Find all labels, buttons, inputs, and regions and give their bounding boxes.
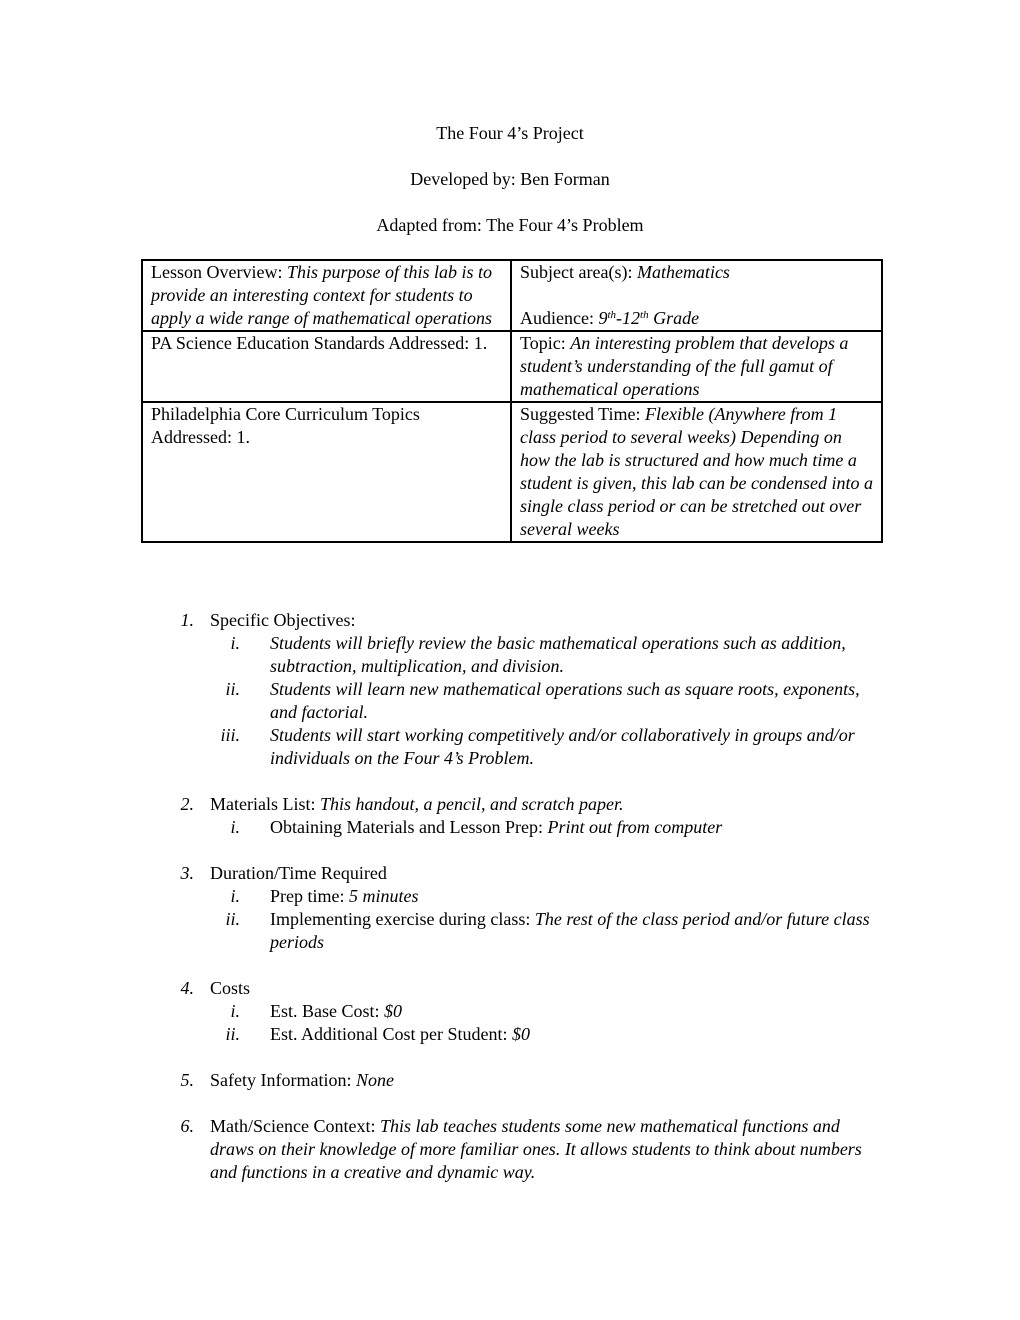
adapted-from: Adapted from: The Four 4’s Problem (376, 215, 644, 235)
item-text: Students will briefly review the basic mathematical operations such as addition, subtraction, multiplication, and division. (270, 633, 846, 676)
item-text: Students will learn new mathematical operations such as square roots, exponents, and factorial. (270, 679, 860, 722)
item-number: i. (230, 817, 240, 837)
subject-audience-cell (511, 260, 882, 331)
section-number: 5. (180, 1070, 194, 1090)
lesson-overview-label: Lesson Overview: (151, 262, 287, 282)
section-label: Duration/Time Required (210, 863, 387, 883)
item-value: $0 (384, 1001, 403, 1021)
section-value: None (355, 1070, 394, 1090)
subject-label: Subject area(s): (520, 262, 637, 282)
time-value: Flexible (Anywhere from 1 class period to several weeks) Depending on how the lab is structured and how much time a student is given, this lab can be condensed into a single class period or can be stretched out over several weeks (520, 404, 873, 539)
section-number: 6. (180, 1116, 194, 1136)
document-title: The Four 4’s Project (436, 123, 584, 143)
pa-standards-cell: PA Science Education Standards Addressed: 1. (142, 331, 511, 402)
item-label: Est. Base Cost: (270, 1001, 385, 1021)
lesson-overview-value: This purpose of this lab is to provide an interesting context for students to apply a wide range of mathematical operations (151, 262, 492, 328)
section-number: 2. (180, 794, 194, 814)
item-number: i. (230, 633, 240, 653)
item-value: Print out from computer (547, 817, 723, 837)
item-value: $0 (512, 1024, 530, 1044)
item-number: ii. (225, 909, 240, 929)
topic-label: Topic: (520, 333, 571, 353)
section-label: Safety Information: (210, 1070, 356, 1090)
section-number: 3. (180, 863, 194, 883)
audience-value: 9th-12th Grade (598, 308, 700, 328)
table-row (142, 331, 882, 402)
section-label: Costs (210, 978, 251, 998)
suggested-time-cell (511, 402, 882, 542)
item-number: ii. (225, 1024, 240, 1044)
section-value: This handout, a pencil, and scratch paper. (319, 794, 624, 814)
item-label: Prep time: (270, 886, 349, 906)
section-label: Materials List: (210, 794, 320, 814)
topic-value: An interesting problem that develops a student’s understanding of the full gamut of mathematical operations (520, 333, 849, 399)
item-value: 5 minutes (349, 886, 419, 906)
item-number: iii. (220, 725, 240, 745)
item-number: ii. (225, 679, 240, 699)
subject-value: Mathematics (636, 262, 730, 282)
audience-label: Audience: (520, 308, 599, 328)
section-label: Math/Science Context: (210, 1116, 380, 1136)
item-number: i. (230, 1001, 240, 1021)
philly-topics-cell: Philadelphia Core Curriculum Topics Addressed: 1. (142, 402, 511, 542)
section-value: This lab teaches students some new mathematical functions and draws on their knowledge of more familiar ones. It allows students to think about numbers and functions in a creative and dynamic way. (210, 1116, 862, 1182)
time-label: Suggested Time: (520, 404, 646, 424)
section-label: Specific Objectives: (210, 610, 356, 630)
item-number: i. (230, 886, 240, 906)
lesson-overview-table (141, 259, 883, 543)
item-label: Est. Additional Cost per Student: (270, 1024, 512, 1044)
item-label: Implementing exercise during class: (270, 909, 535, 929)
section-number: 1. (180, 610, 194, 630)
topic-cell (511, 331, 882, 402)
section-number: 4. (180, 978, 194, 998)
item-value: The rest of the class period and/or future class periods (270, 909, 870, 952)
item-label: Obtaining Materials and Lesson Prep: (270, 817, 548, 837)
lesson-overview-cell (142, 260, 511, 331)
developed-by: Developed by: Ben Forman (410, 169, 610, 189)
table-row (142, 402, 882, 542)
table-row (142, 260, 882, 331)
item-text: Students will start working competitively and/or collaboratively in groups and/or individuals on the Four 4’s Problem. (270, 725, 855, 768)
